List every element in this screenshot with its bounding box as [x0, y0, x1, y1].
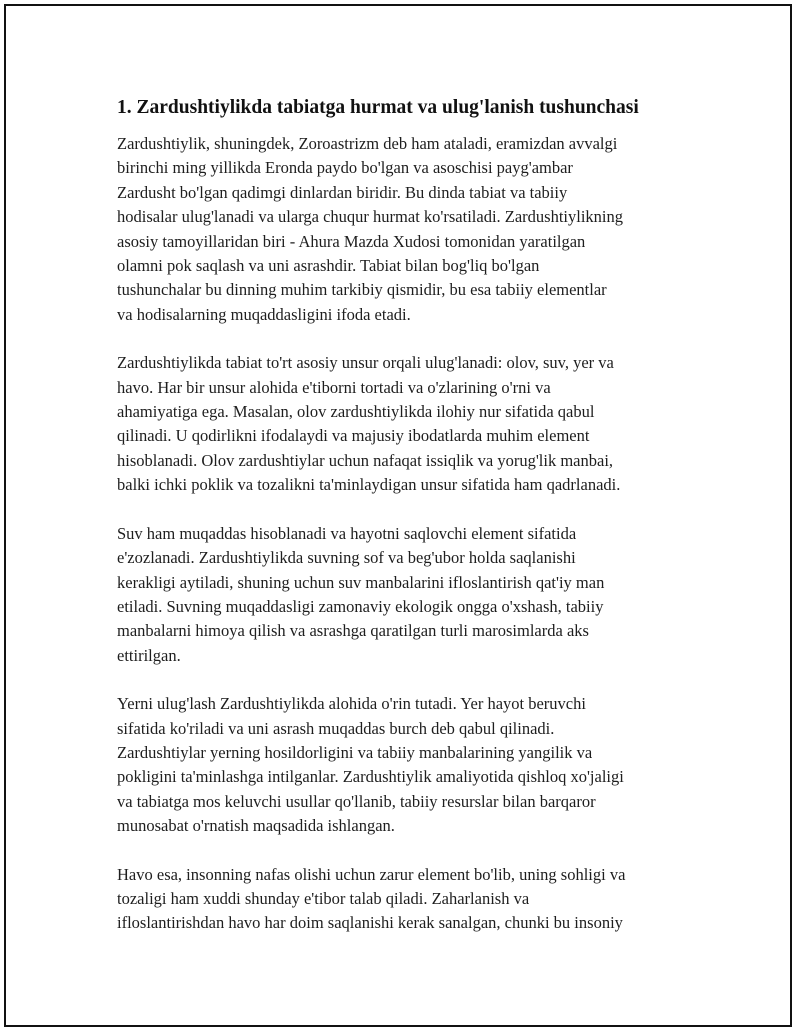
text-line: Zardusht bo'lgan qadimgi dinlardan biridir. Bu dinda tabiat va tabiiy	[117, 182, 568, 202]
text-line: Yerni ulug'lash Zardushtiylikda alohida o'rin tutadi. Yer hayot beruvchi	[117, 694, 586, 714]
text-line: ahamiyatiga ega. Masalan, olov zardushtiylikda ilohiy nur sifatida qabul	[117, 402, 595, 422]
text-line: manbalarni himoya qilish va asrashga qaratilgan turli marosimlarda aks	[117, 621, 589, 641]
text-line: etiladi. Suvning muqaddasligi zamonaviy ekologik ongga o'xshash, tabiiy	[117, 596, 604, 616]
text-line: olamni pok saqlash va uni asrashdir. Tabiat bilan bog'liq bo'lgan	[117, 256, 540, 276]
text-line: va hodisalarning muqaddasligini ifoda etadi.	[117, 304, 411, 324]
text-line: tushunchalar bu dinning muhim tarkibiy qismidir, bu esa tabiiy elementlar	[117, 280, 607, 300]
paragraph-four-elements	[117, 351, 697, 497]
text-line: ifloslantirishdan havo har doim saqlanishi kerak sanalgan, chunki bu insoniy	[117, 913, 623, 933]
section-heading: 1. Zardushtiylikda tabiatga hurmat va ulug'lanish tushunchasi	[117, 97, 639, 118]
text-line: qilinadi. U qodirlikni ifodalaydi va majusiy ibodatlarda muhim element	[117, 426, 590, 446]
text-line: Zardushtiylikda tabiat to'rt asosiy unsur orqali ulug'lanadi: olov, suv, yer va	[117, 353, 614, 373]
text-line: havo. Har bir unsur alohida e'tiborni tortadi va o'zlarining o'rni va	[117, 377, 551, 397]
text-line: Suv ham muqaddas hisoblanadi va hayotni saqlovchi element sifatida	[117, 523, 577, 543]
text-line: ettirilgan.	[117, 645, 181, 665]
text-line: hisoblanadi. Olov zardushtiylar uchun nafaqat issiqlik va yorug'lik manbai,	[117, 450, 614, 470]
text-line: munosabat o'rnatish maqsadida ishlangan.	[117, 816, 395, 836]
text-line: kerakligi aytiladi, shuning uchun suv manbalarini ifloslantirish qat'iy man	[117, 572, 605, 592]
text-line: Zardushtiylik, shuningdek, Zoroastrizm deb ham ataladi, eramizdan avvalgi	[117, 134, 618, 153]
paragraph-water	[117, 522, 697, 668]
paragraph-air	[117, 863, 697, 936]
paragraph-earth	[117, 692, 697, 838]
document-body	[117, 96, 697, 960]
text-line: Zardushtiylar yerning hosildorligini va tabiiy manbalarining yangilik va	[117, 742, 593, 762]
text-line: asosiy tamoyillaridan biri - Ahura Mazda Xudosi tomonidan yaratilgan	[117, 231, 586, 251]
paragraph-intro	[117, 132, 697, 327]
text-line: pokligini ta'minlashga intilganlar. Zardushtiylik amaliyotida qishloq xo'jaligi	[117, 767, 624, 787]
text-line: hodisalar ulug'lanadi va ularga chuqur hurmat ko'rsatiladi. Zardushtiylikning	[117, 207, 624, 227]
text-line: sifatida ko'riladi va uni asrash muqaddas burch deb qabul qilinadi.	[117, 718, 555, 738]
text-line: e'zozlanadi. Zardushtiylikda suvning sof va beg'ubor holda saqlanishi	[117, 548, 576, 568]
text-line: balki ichki poklik va tozalikni ta'minlaydigan unsur sifatida ham qadrlanadi.	[117, 475, 621, 495]
text-line: va tabiatga mos keluvchi usullar qo'llanib, tabiiy resurslar bilan barqaror	[117, 791, 596, 811]
text-line: birinchi ming yillikda Eronda paydo bo'lgan va asoschisi payg'ambar	[117, 158, 573, 178]
text-line: tozaligi ham xuddi shunday e'tibor talab qiladi. Zaharlanish va	[117, 888, 530, 908]
text-line: Havo esa, insonning nafas olishi uchun zarur element bo'lib, uning sohligi va	[117, 864, 626, 884]
